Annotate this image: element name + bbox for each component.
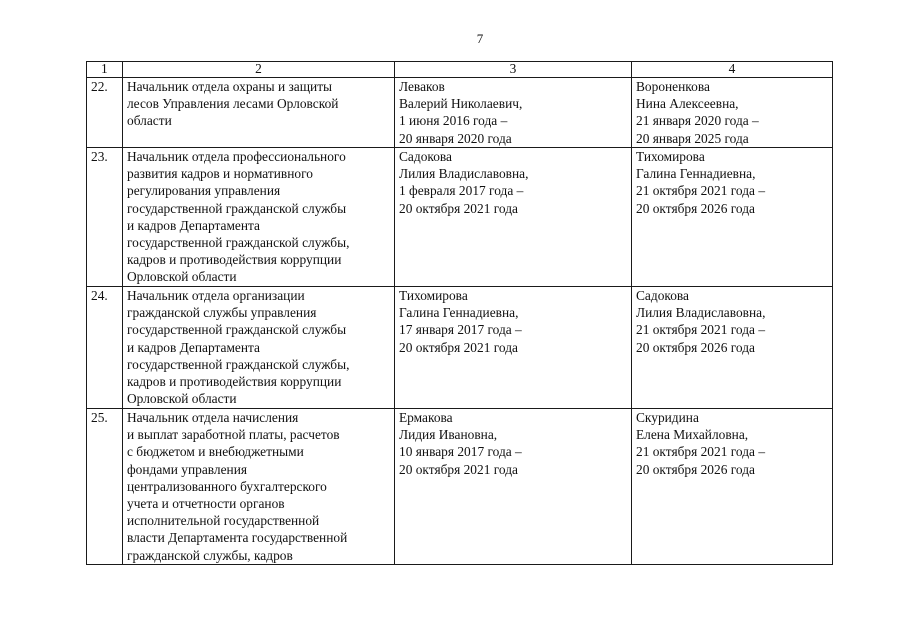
holder-line: Нина Алексеевна, <box>636 96 739 112</box>
column-header-2: 2 <box>123 62 395 78</box>
table-row <box>87 148 833 287</box>
holder-line: Лидия Ивановна, <box>399 427 498 443</box>
holder-line: Валерий Николаевич, <box>399 96 523 112</box>
holder-line: Воронeнкова <box>636 79 710 94</box>
holder-line: Лилия Владиславовна, <box>399 166 529 182</box>
position-cell <box>123 287 395 409</box>
next-holder-cell <box>632 409 833 565</box>
current-holder-cell <box>395 148 632 287</box>
holder-line: Елена Михайловна, <box>636 427 749 443</box>
position-line: и кадров Департамента <box>127 339 261 355</box>
position-line: и выплат заработной платы, расчетов <box>127 427 340 443</box>
current-holder-cell <box>395 78 632 148</box>
position-line: Начальник отдела профессионального <box>127 149 346 164</box>
position-line: учета и отчетности органов <box>127 496 285 512</box>
position-line: кадров и противодействия коррупции <box>127 252 342 268</box>
position-line: и кадров Департамента <box>127 217 261 233</box>
position-line: с бюджетом и внебюджетными <box>127 444 304 460</box>
position-line: гражданской службы, кадров <box>127 547 293 563</box>
holder-line: Тихомирова <box>399 288 468 303</box>
position-line: Орловской области <box>127 269 237 285</box>
position-line: лесов Управления лесами Орловской <box>127 96 339 112</box>
table-row <box>87 78 833 148</box>
column-header-3: 3 <box>395 62 632 78</box>
personnel-reserve-table <box>86 61 833 565</box>
row-number: 22. <box>87 78 123 148</box>
row-number: 23. <box>87 148 123 287</box>
holder-line: Леваков <box>399 79 445 94</box>
next-holder-cell <box>632 148 833 287</box>
current-holder-cell <box>395 409 632 565</box>
holder-line: 20 января 2020 года <box>399 130 512 146</box>
position-line: гражданской службы управления <box>127 305 317 321</box>
holder-line: 1 июня 2016 года – <box>399 113 508 129</box>
table-row <box>87 287 833 409</box>
position-line: исполнительной государственной <box>127 513 320 529</box>
holder-line: 20 января 2025 года <box>636 130 749 146</box>
holder-line: Лилия Владиславовна, <box>636 305 766 321</box>
holder-line: 21 октября 2021 года – <box>636 322 766 338</box>
holder-line: 21 октября 2021 года – <box>636 444 766 460</box>
position-line: государственной гражданской службы, <box>127 356 350 372</box>
position-line: государственной гражданской службы <box>127 200 347 216</box>
holder-line: 20 октября 2021 года <box>399 200 518 216</box>
holder-line: 20 октября 2026 года <box>636 339 755 355</box>
holder-line: Садокова <box>399 149 452 164</box>
holder-line: 10 января 2017 года – <box>399 444 522 460</box>
holder-line: Галина Геннадиевна, <box>399 305 519 321</box>
row-number: 25. <box>87 409 123 565</box>
position-line: Начальник отдела начисления <box>127 410 299 425</box>
position-line: государственной гражданской службы, <box>127 235 350 251</box>
holder-line: Ермакова <box>399 410 453 425</box>
position-line: власти Департамента государственной <box>127 530 348 546</box>
holder-line: 20 октября 2026 года <box>636 200 755 216</box>
row-number: 24. <box>87 287 123 409</box>
holder-line: 20 октября 2021 года <box>399 461 518 477</box>
position-line: области <box>127 113 172 129</box>
position-line: развития кадров и нормативного <box>127 166 313 182</box>
position-line: Начальник отдела организации <box>127 288 305 303</box>
holder-line: 17 января 2017 года – <box>399 322 522 338</box>
position-cell <box>123 78 395 148</box>
position-line: кадров и противодействия коррупции <box>127 374 342 390</box>
column-header-4: 4 <box>632 62 833 78</box>
table-row <box>87 409 833 565</box>
holder-line: 21 января 2020 года – <box>636 113 759 129</box>
position-cell <box>123 409 395 565</box>
position-line: Орловской области <box>127 391 237 407</box>
holder-line: Тихомирова <box>636 149 705 164</box>
holder-line: Скуридина <box>636 410 699 425</box>
position-line: централизованного бухгалтерского <box>127 478 327 494</box>
next-holder-cell <box>632 78 833 148</box>
position-line: фондами управления <box>127 461 248 477</box>
current-holder-cell <box>395 287 632 409</box>
column-header-1: 1 <box>87 62 123 78</box>
page-number: 7 <box>476 31 484 46</box>
holder-line: 20 октября 2026 года <box>636 461 755 477</box>
table-header-row <box>87 62 833 78</box>
position-line: государственной гражданской службы <box>127 322 347 338</box>
next-holder-cell <box>632 287 833 409</box>
holder-line: 20 октября 2021 года <box>399 339 518 355</box>
position-line: регулирования управления <box>127 183 281 199</box>
holder-line: Садокова <box>636 288 689 303</box>
holder-line: Галина Геннадиевна, <box>636 166 756 182</box>
position-line: Начальник отдела охраны и защиты <box>127 79 333 94</box>
holder-line: 1 февраля 2017 года – <box>399 183 524 199</box>
position-cell <box>123 148 395 287</box>
holder-line: 21 октября 2021 года – <box>636 183 766 199</box>
